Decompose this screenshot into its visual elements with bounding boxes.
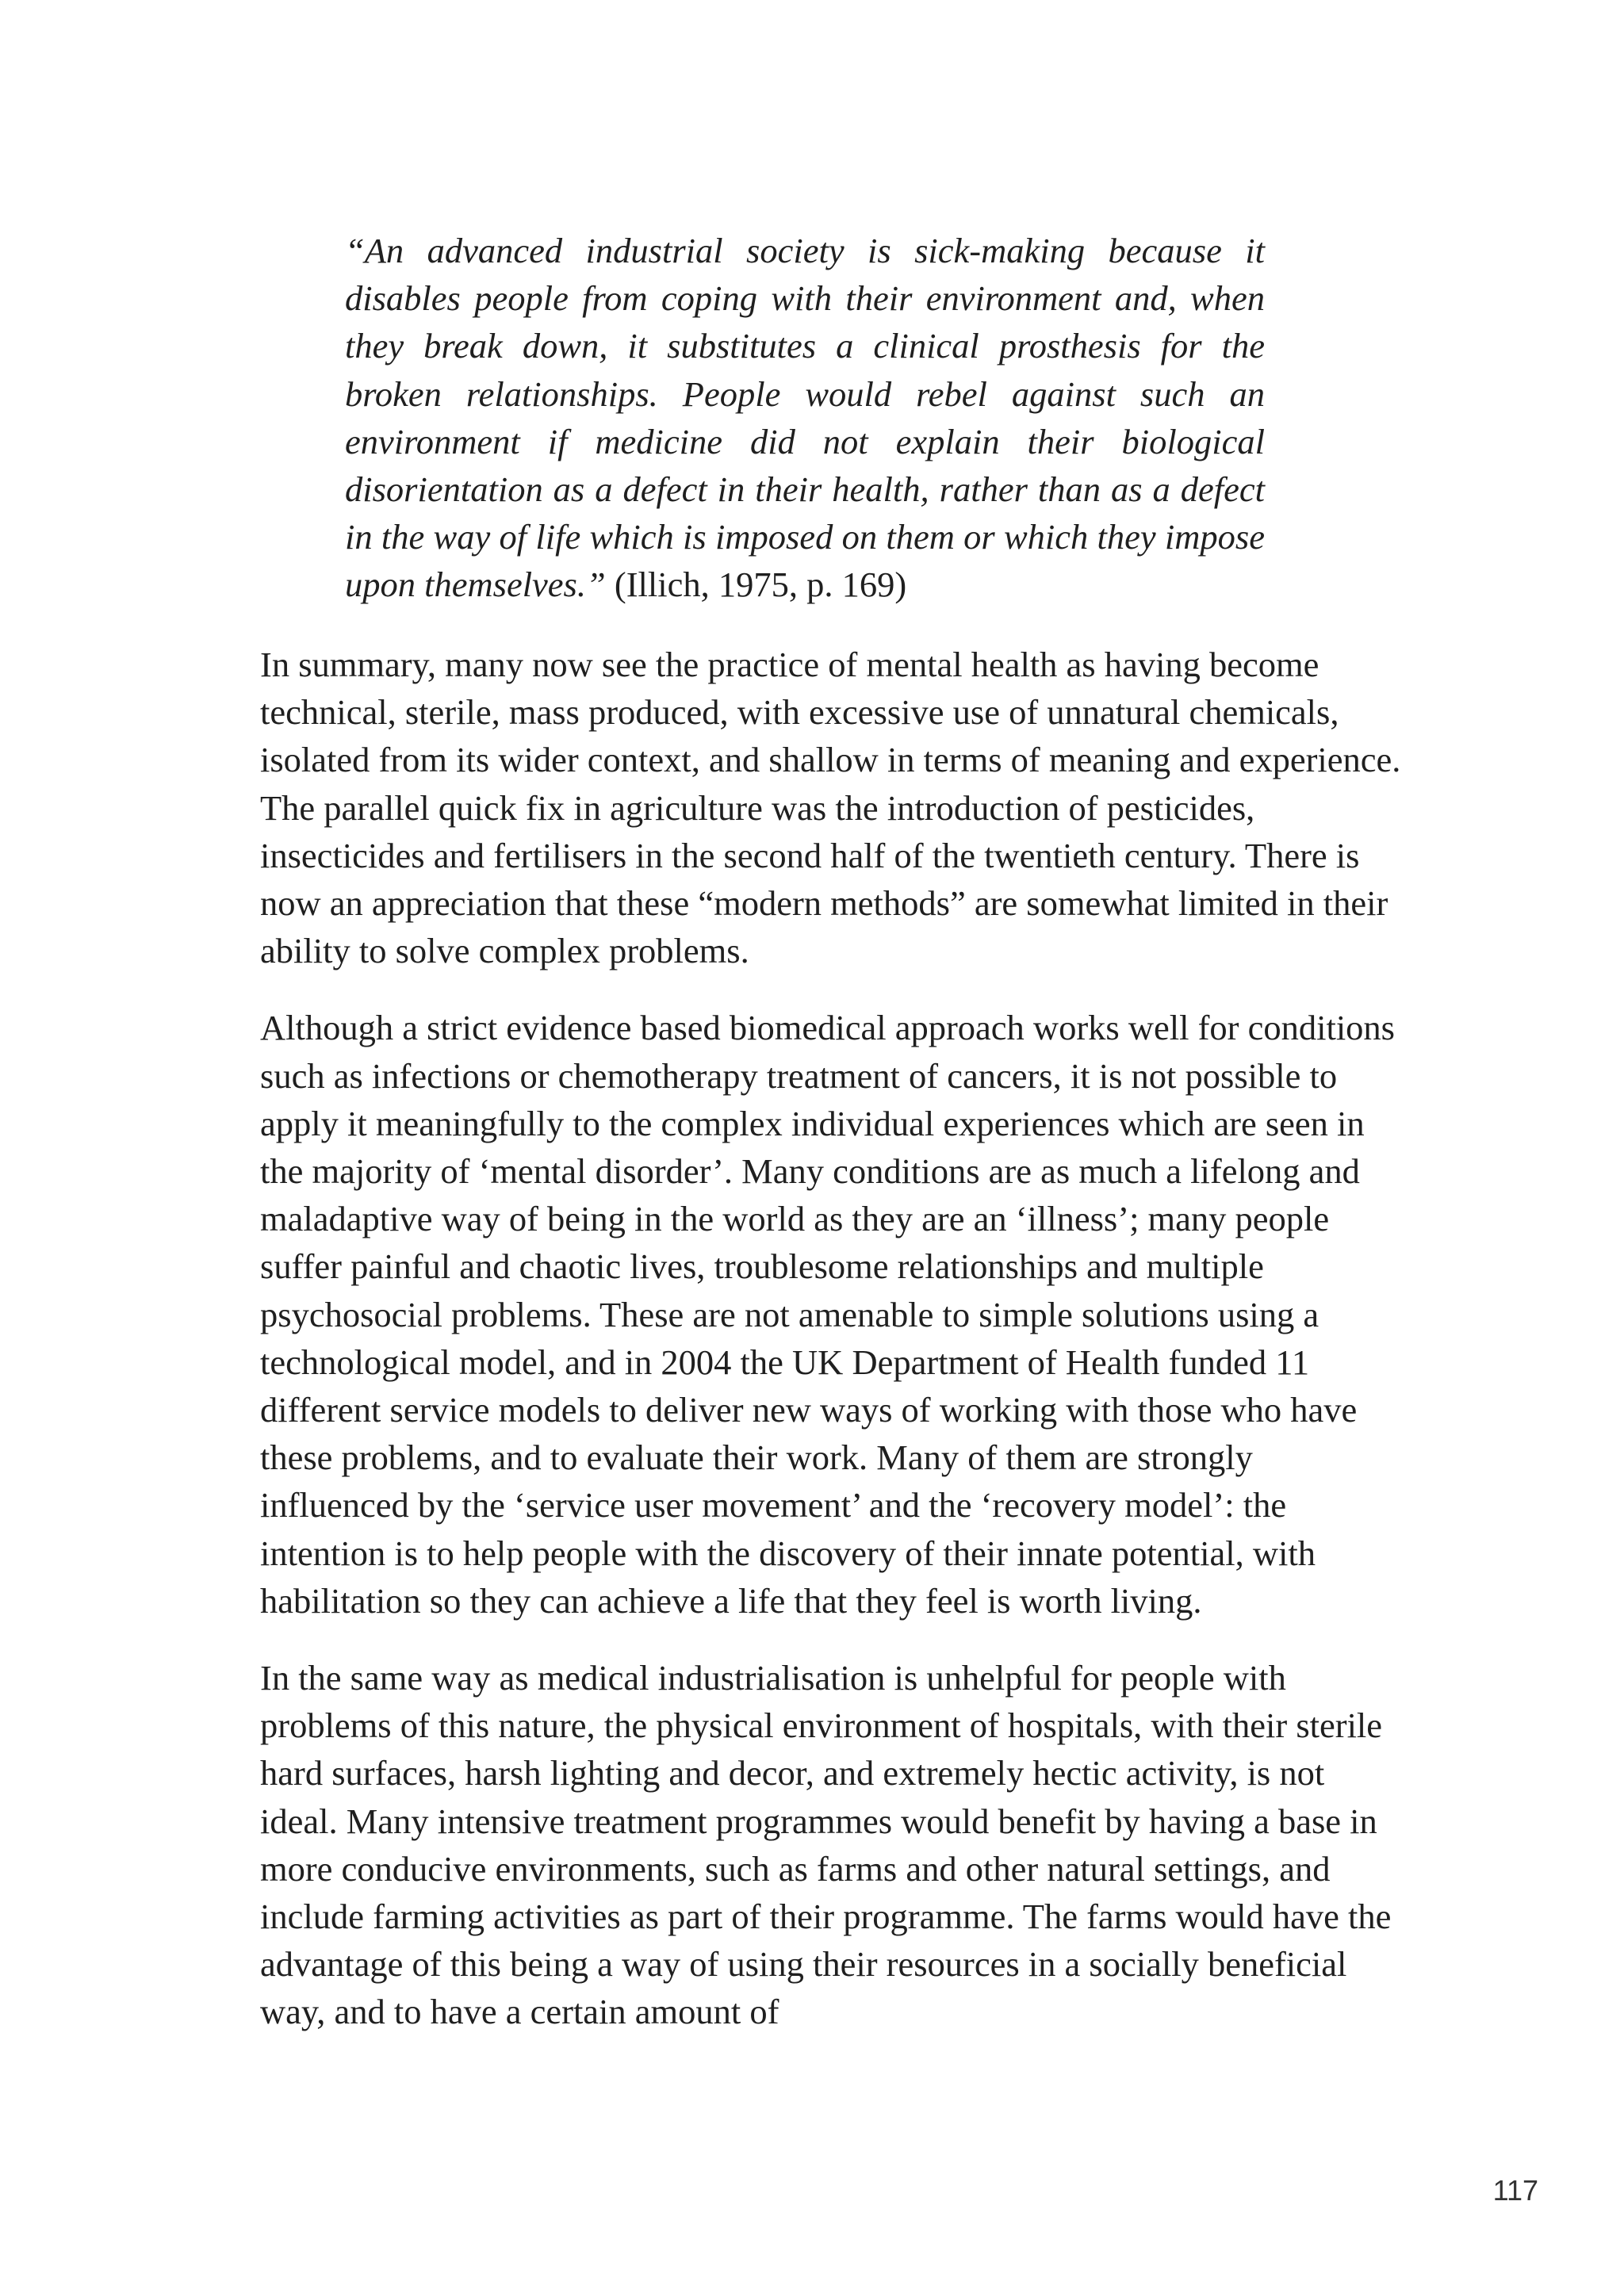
paragraph-biomedical-approach: Although a strict evidence based biomedical approach works well for conditions such as infections or chemotherapy treatment of cancers, it is not possible to apply it meaningfully to the complex individual experiences which are seen in the majority of ‘mental disorder’. Many conditions are as much a lifelong and maladaptive way of being in the world as they are an ‘illness’; many people suffer painful and chaotic lives, troublesome relationships and multiple psychosocial problems. These are not amenable to simple solutions using a technological model, and in 2004 the UK Department of Health funded 11 different service models to deliver new ways of working with those who have these problems, and to evaluate their work. Many of them are strongly influenced by the ‘service user movement’ and the ‘recovery model’: the intention is to help people with the discovery of their innate potential, with habilitation so they can achieve a life that they feel is worth living.: [260, 1008, 1395, 1621]
body-text: [260, 641, 1402, 2065]
paragraph-hospital-environment: In the same way as medical industrialisation is unhelpful for people with problems of this nature, the physical environment of hospitals, with their sterile hard surfaces, harsh lighting and decor, and extremely hectic activity, is not ideal. Many intensive treatment programmes would benefit by having a base in more conducive environments, such as farms and other natural settings, and include farming activities as part of their programme. The farms would have the advantage of this being a way of using their resources in a socially beneficial way, and to have a certain amount of: [260, 1658, 1392, 2032]
block-quote: [345, 227, 1265, 609]
quote-text: “An advanced industrial society is sick-making because it disables people from coping with their environment and, when they break down, it substitutes a clinical prosthesis for the broken relationships. People would rebel against such an environment if medicine did not explain their biological disorientation as a defect in their health, rather than as a defect in the way of life which is imposed on them or which they impose upon themselves.”: [345, 231, 1265, 605]
paragraph-summary: In summary, many now see the practice of mental health as having become technical, sterile, mass produced, with excessive use of unnatural chemicals, isolated from its wider context, and shallow in terms of meaning and experience. The parallel quick fix in agriculture was the introduction of pesticides, insecticides and fertilisers in the second half of the twentieth century. There is now an appreciation that these “modern methods” are somewhat limited in their ability to solve complex problems.: [260, 645, 1401, 971]
page-number: 117: [1492, 2174, 1538, 2207]
quote-citation: (Illich, 1975, p. 169): [614, 565, 907, 605]
